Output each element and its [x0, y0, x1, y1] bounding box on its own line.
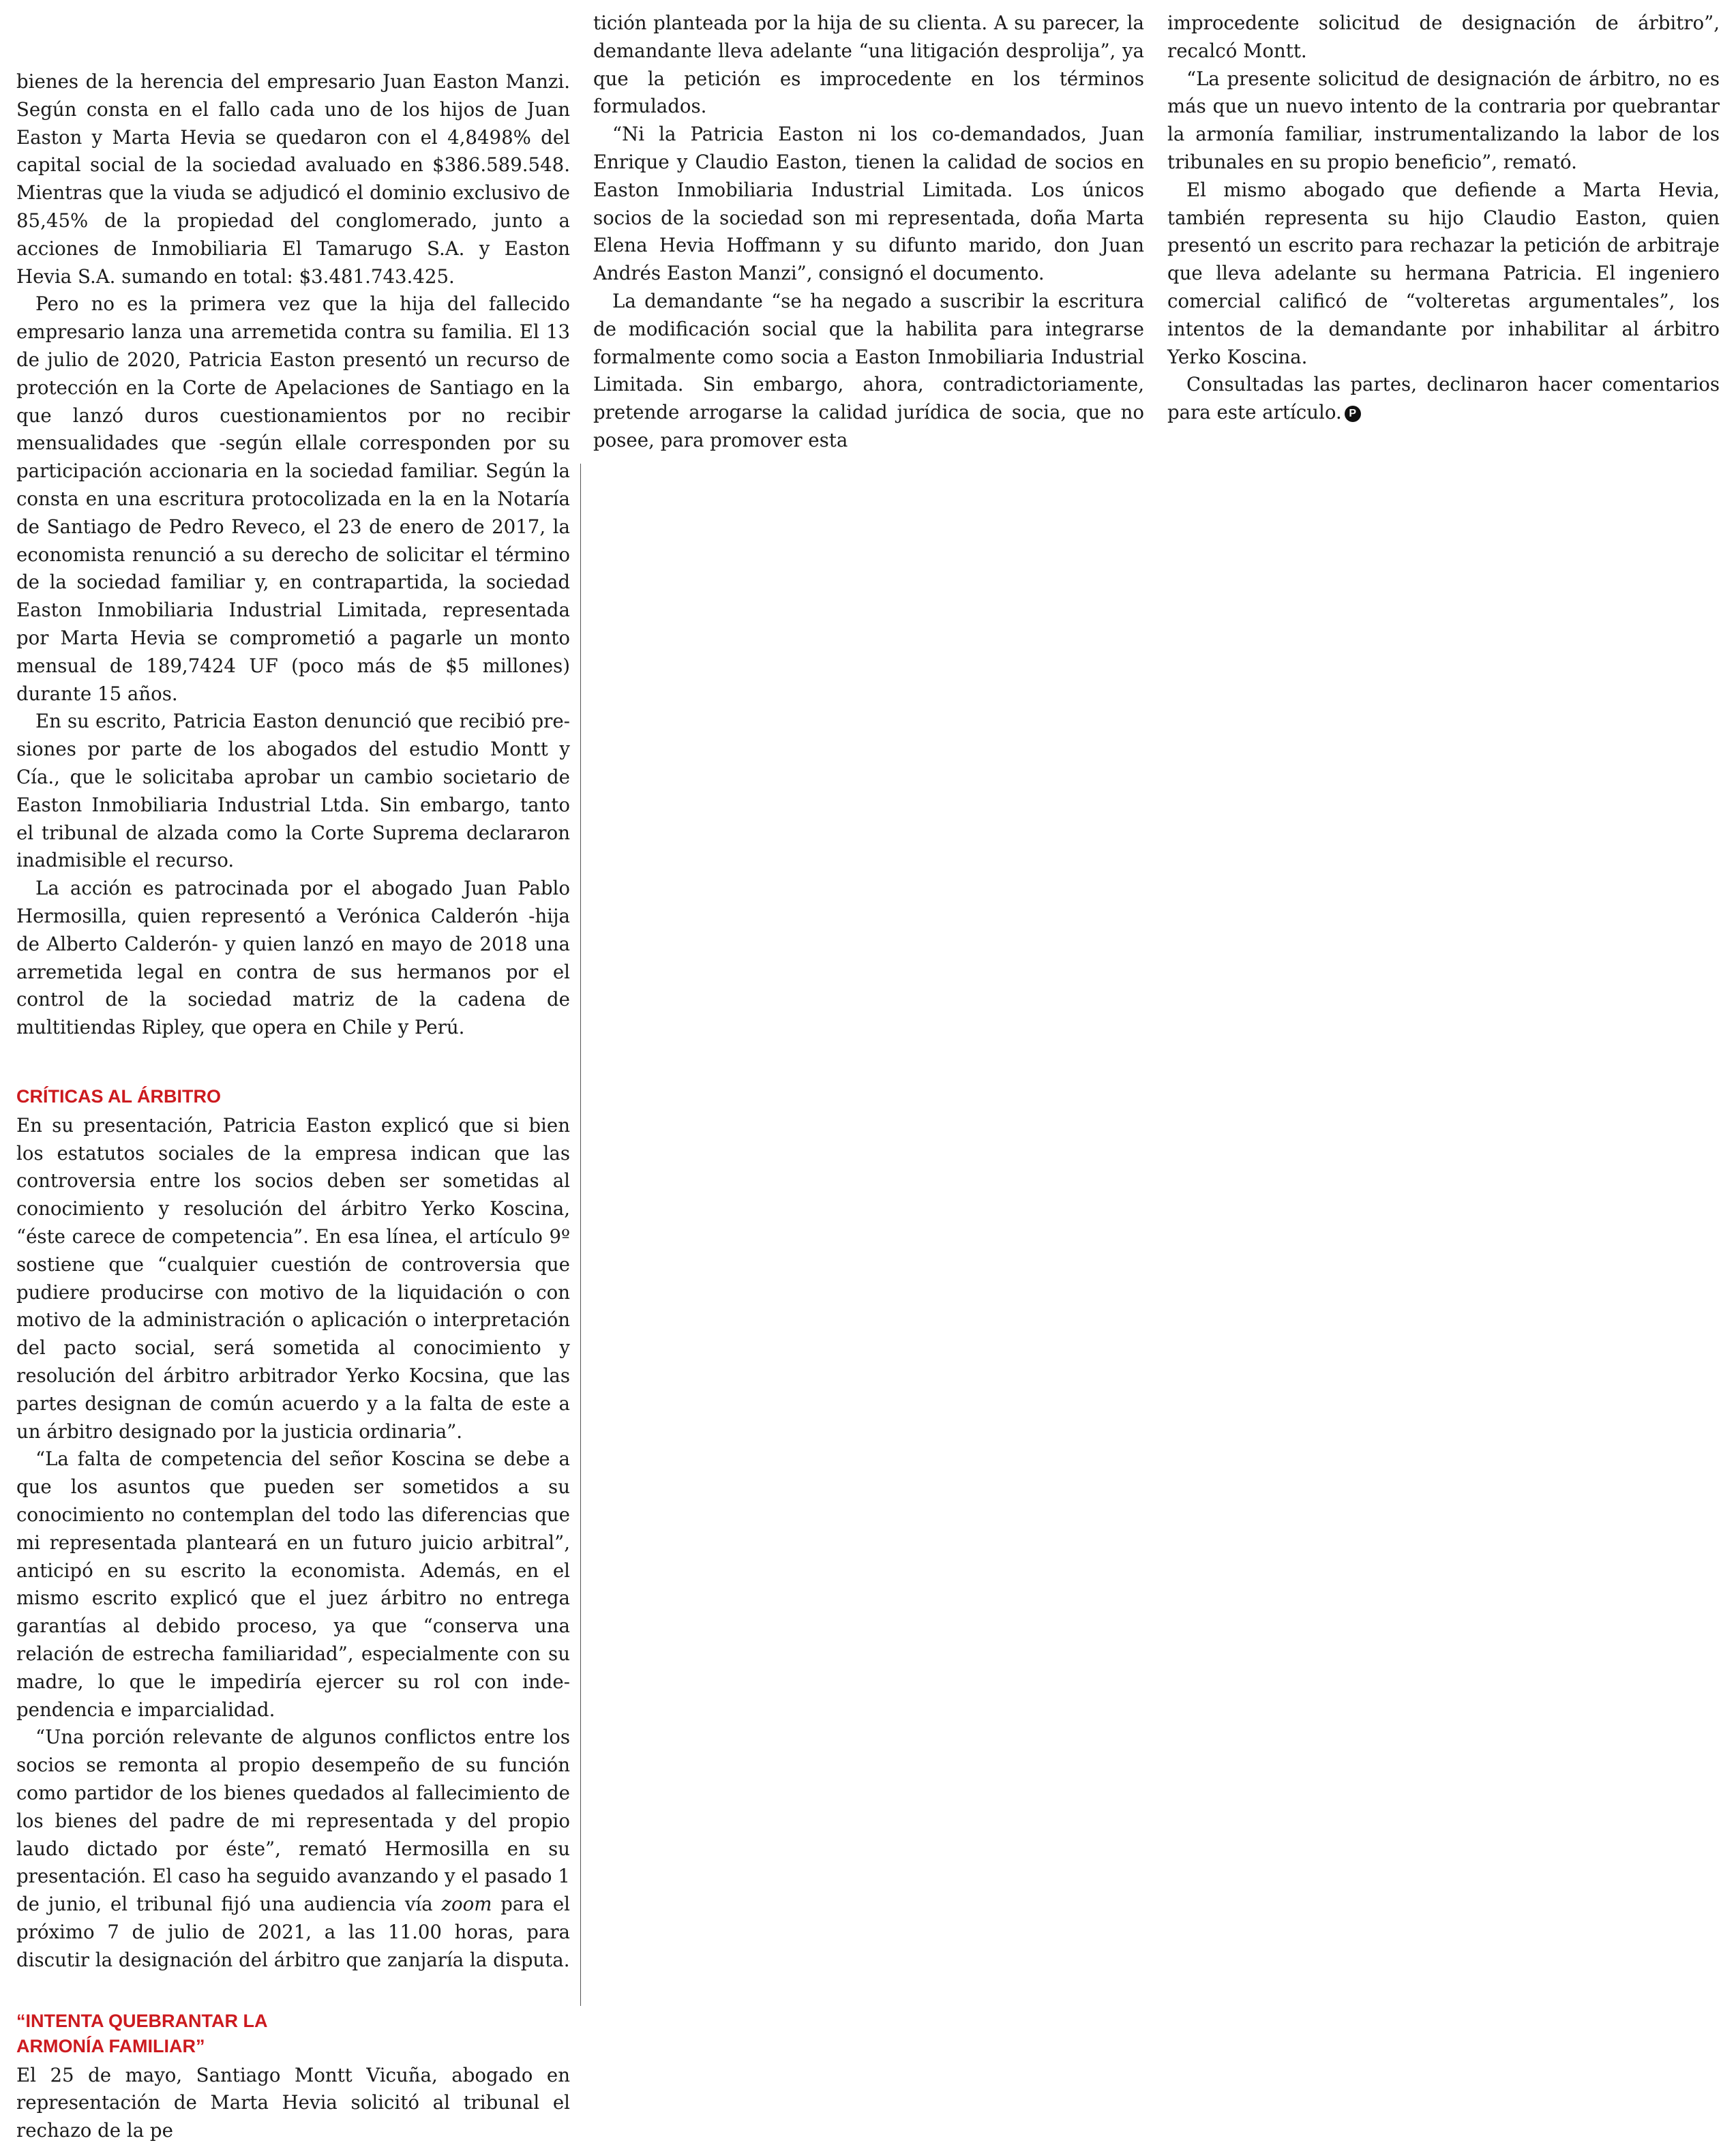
- body-paragraph: El mismo abogado que defiende a Marta Hevia, también representa su hijo Claudio Easton, quien presentó un escrito para rechazar la petición de arbitraje que lleva adelante su hermana Patricia. El ingeniero comercial calificó de “volteretas argumentales”, los intentos de la demandante por inhabilitar al árbitro Yerko Koscina.: [1167, 178, 1720, 368]
- body-paragraph: En su escrito, Patricia Easton denunció que recibió presiones por parte de los abogados del estudio Montt y Cía., que le solicitaba aprobar un cambio societario de Easton Inmobiliaria Industrial Ltda. Sin embargo, tanto el tribunal de alzada como la Corte Suprema declararon inadmisible el recurso.: [16, 710, 570, 872]
- section-subheading: [16, 2009, 570, 2059]
- body-paragraph: “La falta de competencia del señor Koscina se debe a que los asuntos que pueden ser sometidos a su conocimiento no contemplan del todo las diferencias que mi representada planteará en un futuro juicio arbitral”, anticipó en su escrito la economista. Además, en el mismo escrito explicó que el juez árbitro no entrega garantías al debido proceso, ya que “conserva una relación de estrecha familiaridad”, especialmente con su madre, lo que le impediría ejercer su rol con independencia e imparcialidad.: [16, 1448, 570, 1721]
- section-subheading: CRÍTICAS AL ÁRBITRO: [16, 1085, 221, 1107]
- body-paragraph: En su presentación, Patricia Easton explicó que si bien los estatutos sociales de la empresa indican que las controversia entre los socios deben ser sometidas al conocimiento y resolución del árbitro Yerko Koscina, “éste carece de competencia”. En esa línea, el artículo 9º sostiene que “cualquier cuestión de controversia que pudiere producirse con motivo de la liquidación o con motivo de la administración o aplicación o interpretación del pacto social, será sometida al conocimiento y resolución del árbitro arbitrador Yerko Kocsina, que las partes designan de común acuerdo y a la falta de este a un árbitro designado por la justicia ordinaria”.: [16, 1113, 570, 1443]
- column-divider: [580, 464, 581, 2006]
- body-paragraph: “La presente solicitud de designación de árbitro, no es más que un nuevo intento de la contraria por quebrantar la armonía familiar, instrumentalizando la labor de los tribunales en su propio beneficio”, remató.: [1167, 67, 1720, 173]
- emphasis-word: zoom: [441, 1893, 492, 1916]
- paragraph-text: “Una porción relevante de algunos conflictos entre los socios se remonta al propio desempeño de su función como partidor de los bienes quedados al fallecimiento de los bienes del padre de mi representada y del propio laudo dictado por éste”, remató Hermosilla en su presentación. El caso ha seguido avanzando y el pasado 1 de junio, el tribunal fijó una audiencia vía: [16, 1726, 570, 1916]
- body-paragraph: [16, 1724, 570, 1974]
- article-column-2: [593, 0, 1144, 455]
- body-paragraph: “Ni la Patricia Easton ni los co-demandados, Juan Enrique y Claudio Easton, tienen la calidad de socios en Easton Inmobiliaria Industrial Limitada. Los únicos socios de la sociedad son mi representada, doña Marta Elena Hevia Hoffmann y su difunto marido, don Juan Andrés Easton Manzi”, consignó el documento.: [593, 123, 1144, 285]
- article-column-1: [16, 0, 570, 2145]
- subheading-line: “INTENTA QUEBRANTAR LA: [16, 2010, 268, 2031]
- body-paragraph: [1167, 371, 1720, 427]
- body-paragraph: Pero no es la primera vez que la hija del fallecido empresario lanza una arremetida contra su familia. El 13 de julio de 2020, Patricia Easton presentó un recurso de protección en la Corte de Apelaciones de Santiago en la que lanzó duros cuestionamientos por no recibir mensualidades que -según ellale corresponden por su participación accionaria en la sociedad familiar. Según la consta en una escritura protocolizada en la en la Notaría de Santiago de Pedro Reveco, el 23 de enero de 2017, la economista renunció a su derecho de solicitar el término de la sociedad familiar y, en contrapartida, la sociedad Easton Inmobiliaria Industrial Limitada, representada por Marta Hevia se comprometió a pagarle un monto mensual de 189,7424 UF (poco más de $5 millones) durante 15 años.: [16, 292, 570, 705]
- body-paragraph: La acción es patrocinada por el abogado Juan Pablo Hermosilla, quien representó a Verónica Calderón -hija de Alberto Calderón- y quien lanzó en mayo de 2018 una arremetida legal en contra de sus hermanos por el control de la sociedad matriz de la cadena de multitiendas Ripley, que opera en Chile y Perú.: [16, 877, 570, 1039]
- body-paragraph: El 25 de mayo, Santiago Montt Vicuña, abogado en representación de Marta Hevia solicitó al tribunal el rechazo de la pe: [16, 2063, 570, 2142]
- paragraph-text: para el próximo 7 de julio de 2021, a las 11.00 horas, para discutir la designación del árbitro que zanjaría la disputa.: [16, 1893, 570, 1971]
- body-paragraph: tición planteada por la hija de su clienta. A su parecer, la demandante lleva adelante “una litigación desprolija”, ya que la petición es improcedente en los términos formulados.: [593, 12, 1144, 118]
- body-paragraph: La demandante “se ha negado a suscribir la escritura de modificación social que la habilita para integrarse formalmente como socia a Easton Inmobiliaria Industrial Limitada. Sin embargo, ahora, contradictoriamente, pretende arrogarse la calidad jurídica de socia, que no posee, para promover esta: [593, 289, 1144, 451]
- body-paragraph: bienes de la herencia del empresario Juan Easton Manzi. Según consta en el fallo cada uno de los hijos de Juan Easton y Marta Hevia se quedaron con el 4,8498% del capital social de la sociedad avaluado en $386.589.548. Mientras que la viuda se adjudicó el dominio exclusivo de 85,45% de la propiedad del conglomerado, junto a acciones de Inmobiliaria El Tamarugo S.A. y Easton Hevia S.A. sumando en total: $3.481.743.425.: [16, 70, 570, 288]
- article-column-3: [1167, 0, 1720, 427]
- publication-logo-circle-icon: P: [1345, 406, 1361, 422]
- body-paragraph: improcedente solicitud de designación de árbitro”, recalcó Montt.: [1167, 12, 1720, 62]
- paragraph-text: Consultadas las partes, declinaron hacer comentarios para este artículo.: [1167, 373, 1720, 424]
- subheading-line: ARMONÍA FAMILIAR”: [16, 2035, 205, 2056]
